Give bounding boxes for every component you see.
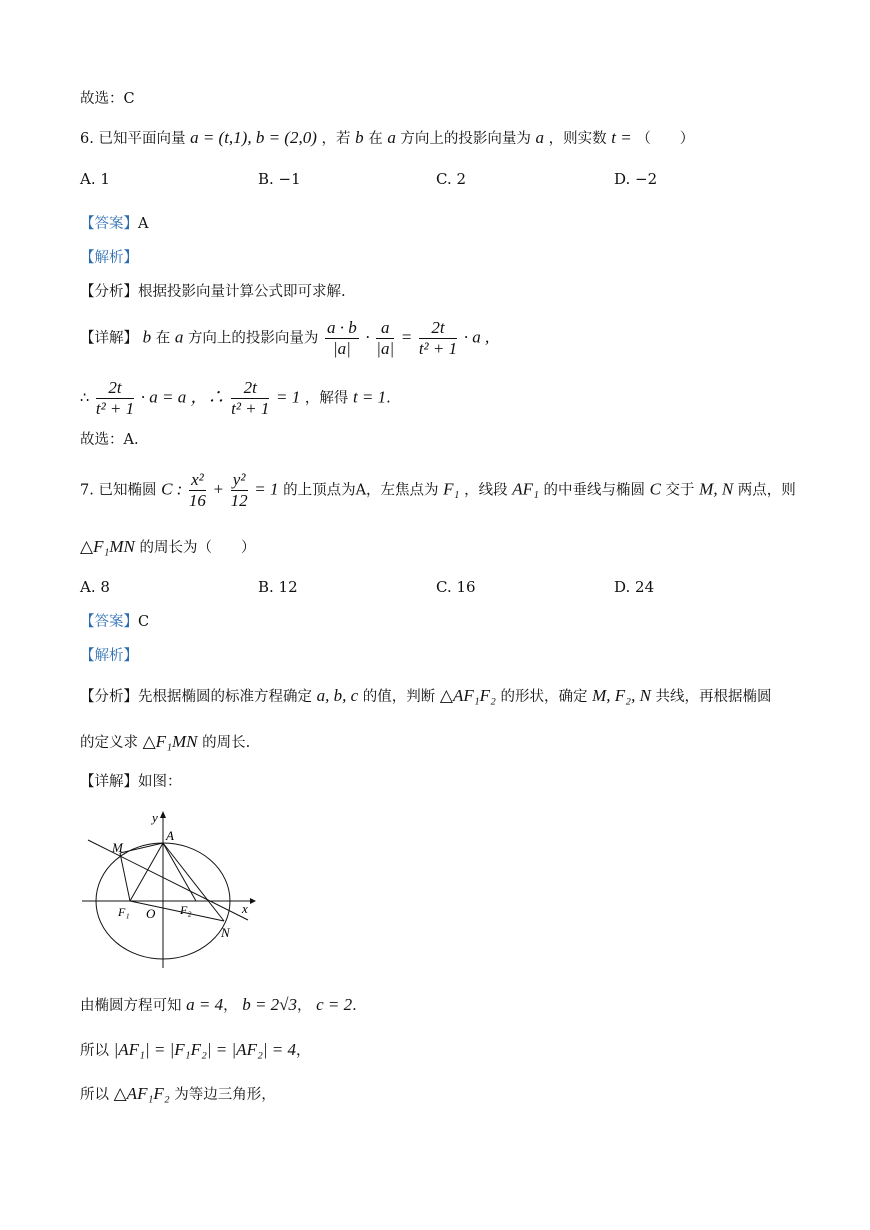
analysis-line	[80, 282, 346, 302]
separator: ，	[223, 998, 238, 1014]
fraction	[231, 378, 269, 419]
plus: +	[212, 479, 225, 499]
analysis-line-cont	[80, 732, 250, 753]
numerator: 2t	[419, 318, 457, 339]
segment-f1n	[130, 901, 224, 921]
points: M, N	[699, 479, 734, 499]
equals: =	[400, 327, 413, 347]
separator: ，	[297, 998, 312, 1014]
label-a: A	[166, 828, 174, 843]
vector-a: a	[387, 128, 396, 147]
answer-value: C	[138, 614, 150, 630]
value-a: a = 4	[186, 995, 224, 1014]
variables: a, b, c	[316, 686, 359, 705]
text: 在	[155, 330, 171, 347]
fraction	[96, 378, 134, 419]
option-b: B. −1	[258, 170, 301, 188]
numerator: y²	[231, 470, 248, 491]
conclusion-text: 故选：C	[80, 91, 135, 107]
points: M, F₂, N	[592, 686, 651, 705]
text: ，则实数	[548, 131, 607, 147]
ellipse-name: C :	[161, 479, 183, 499]
detail-tag: 【详解】	[80, 774, 138, 790]
fraction	[376, 318, 394, 359]
question-number: 6. 已知平面向量	[80, 131, 186, 147]
triangle: △AF₁F₂	[439, 686, 496, 705]
answer-line	[80, 612, 149, 632]
question-6-stem	[80, 128, 694, 149]
option-d: D. 24	[614, 578, 655, 596]
option-d: D. −2	[614, 170, 658, 188]
focus-f1: F₁	[443, 479, 460, 499]
text: 由椭圆方程可知	[80, 998, 182, 1014]
text: 所以	[80, 1087, 109, 1103]
denominator: |a|	[332, 339, 351, 358]
period: .	[352, 998, 357, 1014]
text: 方向上的投影向量为	[400, 131, 531, 147]
question-7-stem	[80, 470, 796, 511]
option-c: C. 16	[436, 578, 476, 596]
fenxi-text: 共线，再根据椭圆	[655, 689, 772, 705]
triangle: △F₁MN	[142, 732, 198, 751]
triangle: △F₁MN	[80, 537, 135, 556]
denominator: |a|	[376, 339, 395, 358]
denominator: 16	[188, 491, 206, 510]
dot: ·	[365, 327, 370, 347]
y-axis-arrow	[160, 811, 166, 818]
label-f2: F₂	[180, 903, 192, 917]
question-7-stem-cont	[80, 537, 255, 558]
fenxi-tag: 【分析】	[80, 284, 138, 300]
text: 交于	[665, 482, 695, 499]
fenxi-text: 根据投影向量计算公式即可求解.	[138, 284, 346, 300]
text: · a ,	[463, 327, 490, 347]
fraction	[419, 318, 457, 359]
variable-t: t =	[611, 128, 632, 147]
vector-a: a	[174, 327, 184, 347]
vector-a: a	[535, 128, 545, 147]
answer-line	[80, 214, 148, 234]
segment-ma	[120, 843, 163, 853]
value-b: b = 2√3	[242, 995, 298, 1014]
label-m: M	[112, 840, 123, 855]
segment-af2	[163, 843, 196, 901]
fenxi-text: 的值，判断	[362, 689, 436, 705]
denominator: 12	[230, 491, 248, 510]
fenxi-text: 的定义求	[80, 735, 138, 751]
analysis-heading	[80, 248, 138, 268]
answer-tag: 【答案】	[80, 614, 138, 630]
answer-tag: 【答案】	[80, 216, 138, 232]
fenxi-tag: 【分析】	[80, 689, 138, 705]
x-axis-arrow	[250, 898, 256, 904]
ellipse-figure	[78, 808, 268, 973]
derivation-line	[80, 995, 357, 1016]
denominator: t² + 1	[95, 399, 135, 418]
text: 两点，则	[737, 482, 796, 499]
text: ，解得	[304, 390, 349, 407]
numerator: 2t	[96, 378, 134, 399]
label-n: N	[221, 925, 230, 940]
segment: AF₁	[512, 479, 539, 499]
numerator: 2t	[231, 378, 269, 399]
fenxi-text: 的周长.	[202, 735, 251, 751]
detail-text: 如图：	[138, 774, 182, 790]
equation: |AF₁| = |F₁F₂| = |AF₂| = 4	[113, 1040, 297, 1059]
option-a: A. 8	[80, 578, 110, 596]
text: 为等边三角形，	[174, 1087, 276, 1103]
analysis-tag: 【解析】	[80, 250, 138, 266]
detail-line	[80, 772, 182, 792]
equation: = 1	[276, 387, 301, 407]
numerator: x²	[189, 470, 206, 491]
answer-blank: （ ）	[636, 131, 695, 147]
fraction	[189, 470, 206, 511]
value-c: c = 2	[316, 995, 353, 1014]
equation: · a = a ，∴	[140, 387, 225, 407]
label-o: O	[146, 906, 156, 921]
vector-definition: a = (t,1), b = (2,0)	[190, 128, 317, 147]
derivation-line	[80, 378, 391, 419]
conclusion-line	[80, 430, 139, 450]
fenxi-text: 先根据椭圆的标准方程确定	[138, 689, 312, 705]
text: ，线段	[464, 482, 508, 499]
ellipse-name: C	[649, 479, 661, 499]
detail-tag: 【详解】	[80, 330, 138, 347]
fraction	[231, 470, 248, 511]
option-a: A. 1	[80, 170, 110, 188]
text: 所以	[80, 1043, 109, 1059]
label-y: y	[152, 810, 158, 825]
text: 的上顶点为A，左焦点为	[283, 482, 439, 499]
analysis-tag: 【解析】	[80, 648, 138, 664]
vector-b: b	[142, 327, 152, 347]
option-b: B. 12	[258, 578, 298, 596]
triangle: △AF₁F₂	[113, 1084, 170, 1103]
denominator: t² + 1	[231, 399, 270, 418]
derivation-line	[80, 1084, 276, 1105]
text: 方向上的投影向量为	[187, 330, 319, 347]
text: 的周长为（ ）	[139, 540, 256, 556]
label-x: x	[242, 901, 248, 916]
text: ，若	[321, 131, 351, 147]
analysis-heading	[80, 646, 138, 666]
analysis-line	[80, 686, 772, 707]
derivation-line	[80, 1040, 311, 1061]
option-c: C. 2	[436, 170, 467, 188]
denominator: t² + 1	[418, 339, 458, 358]
vector-b: b	[355, 128, 364, 147]
fenxi-text: 的形状，确定	[500, 689, 588, 705]
label-f1: F₁	[118, 905, 130, 919]
numerator: a	[376, 318, 394, 339]
text-line	[80, 89, 135, 109]
detail-line	[80, 318, 489, 359]
segment-af1	[130, 843, 163, 901]
solution: t = 1	[352, 387, 387, 407]
text: 在	[368, 131, 383, 147]
question-number: 7. 已知椭圆	[80, 482, 157, 499]
fraction	[325, 318, 359, 359]
equation: = 1	[254, 479, 279, 499]
therefore-symbol: ∴	[80, 390, 90, 407]
text: 的中垂线与椭圆	[543, 482, 645, 499]
period: .	[386, 390, 391, 407]
conclusion-text: 故选：A.	[80, 432, 139, 448]
answer-value: A	[138, 216, 149, 232]
numerator: a · b	[327, 318, 357, 337]
separator: ，	[296, 1043, 311, 1059]
